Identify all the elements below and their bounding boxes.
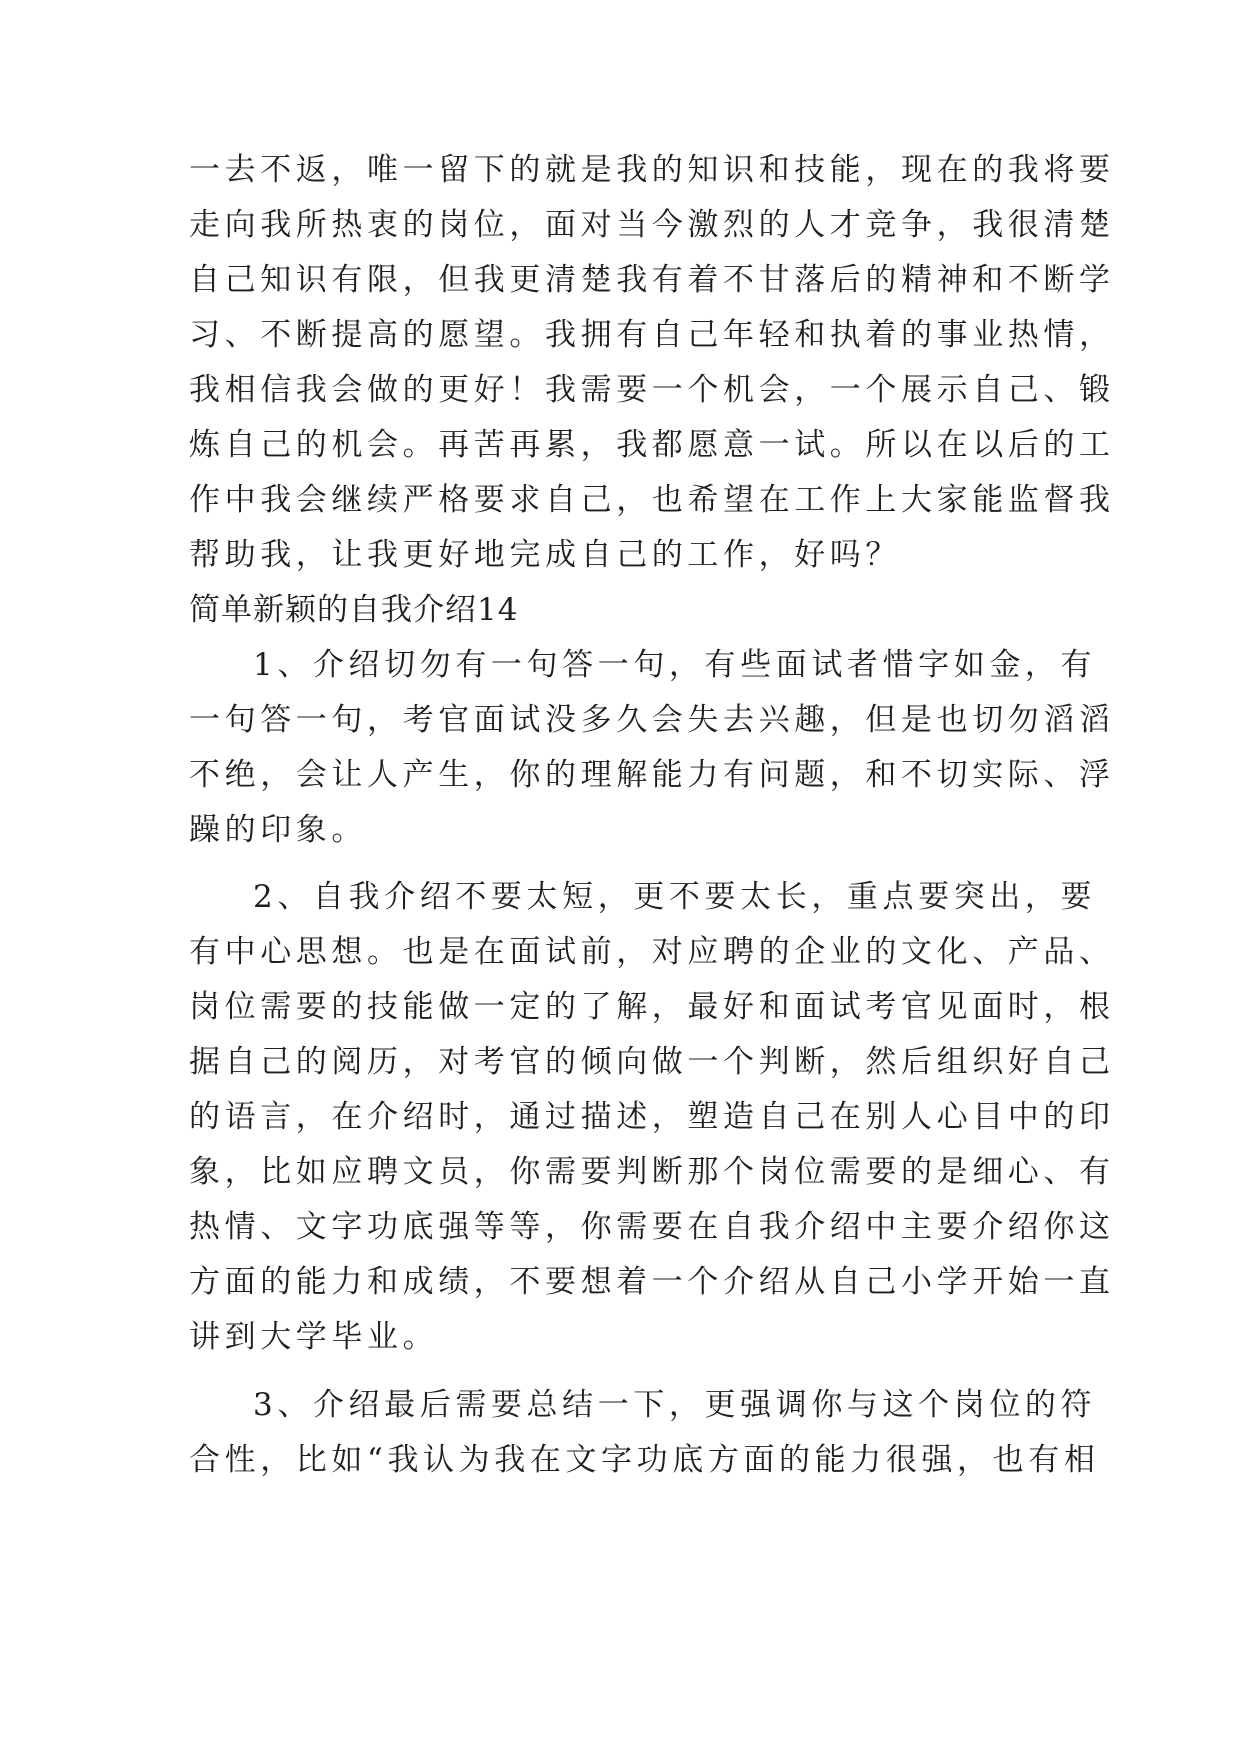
text-line: 3、介绍最后需要总结一下，更强调你与这个岗位的符	[253, 1387, 1097, 1423]
text-line: 岗位需要的技能做一定的了解，最好和面试考官见面时，根	[189, 989, 1115, 1025]
text-line: 自己知识有限，但我更清楚我有着不甘落后的精神和不断学	[189, 262, 1115, 298]
text-line: 热情、文字功底强等等，你需要在自我介绍中主要介绍你这	[189, 1209, 1115, 1245]
text-line: 我相信我会做的更好！我需要一个机会，一个展示自己、锻	[189, 372, 1115, 408]
text-line: 不绝，会让人产生，你的理解能力有问题，和不切实际、浮	[189, 757, 1115, 793]
text-line: 帮助我，让我更好地完成自己的工作，好吗？	[189, 537, 901, 573]
text-line: 走向我所热衷的岗位，面对当今激烈的人才竞争，我很清楚	[189, 207, 1115, 243]
text-line: 炼自己的机会。再苦再累，我都愿意一试。所以在以后的工	[189, 427, 1115, 463]
text-line: 一句答一句，考官面试没多久会失去兴趣，但是也切勿滔滔	[189, 702, 1115, 738]
text-line: 躁的印象。	[189, 812, 367, 848]
text-line: 2、自我介绍不要太短，更不要太长，重点要突出，要	[253, 879, 1097, 915]
text-line: 作中我会继续严格要求自己，也希望在工作上大家能监督我	[189, 482, 1115, 518]
text-line: 方面的能力和成绩，不要想着一个介绍从自己小学开始一直	[189, 1264, 1115, 1300]
section-heading: 简单新颖的自我介绍14	[189, 592, 519, 628]
text-line: 习、不断提高的愿望。我拥有自己年轻和执着的事业热情，	[189, 317, 1115, 353]
text-line: 一去不返，唯一留下的就是我的知识和技能，现在的我将要	[189, 152, 1115, 188]
text-line: 讲到大学毕业。	[189, 1319, 439, 1355]
text-line: 1、介绍切勿有一句答一句，有些面试者惜字如金，有	[253, 647, 1097, 683]
text-line: 的语言，在介绍时，通过描述，塑造自己在别人心目中的印	[189, 1099, 1115, 1135]
text-line: 有中心思想。也是在面试前，对应聘的企业的文化、产品、	[189, 934, 1115, 970]
text-line: 象，比如应聘文员，你需要判断那个岗位需要的是细心、有	[189, 1154, 1115, 1190]
text-line: 合性，比如“我认为我在文字功底方面的能力很强，也有相	[189, 1442, 1100, 1478]
text-line: 据自己的阅历，对考官的倾向做一个判断，然后组织好自己	[189, 1044, 1115, 1080]
